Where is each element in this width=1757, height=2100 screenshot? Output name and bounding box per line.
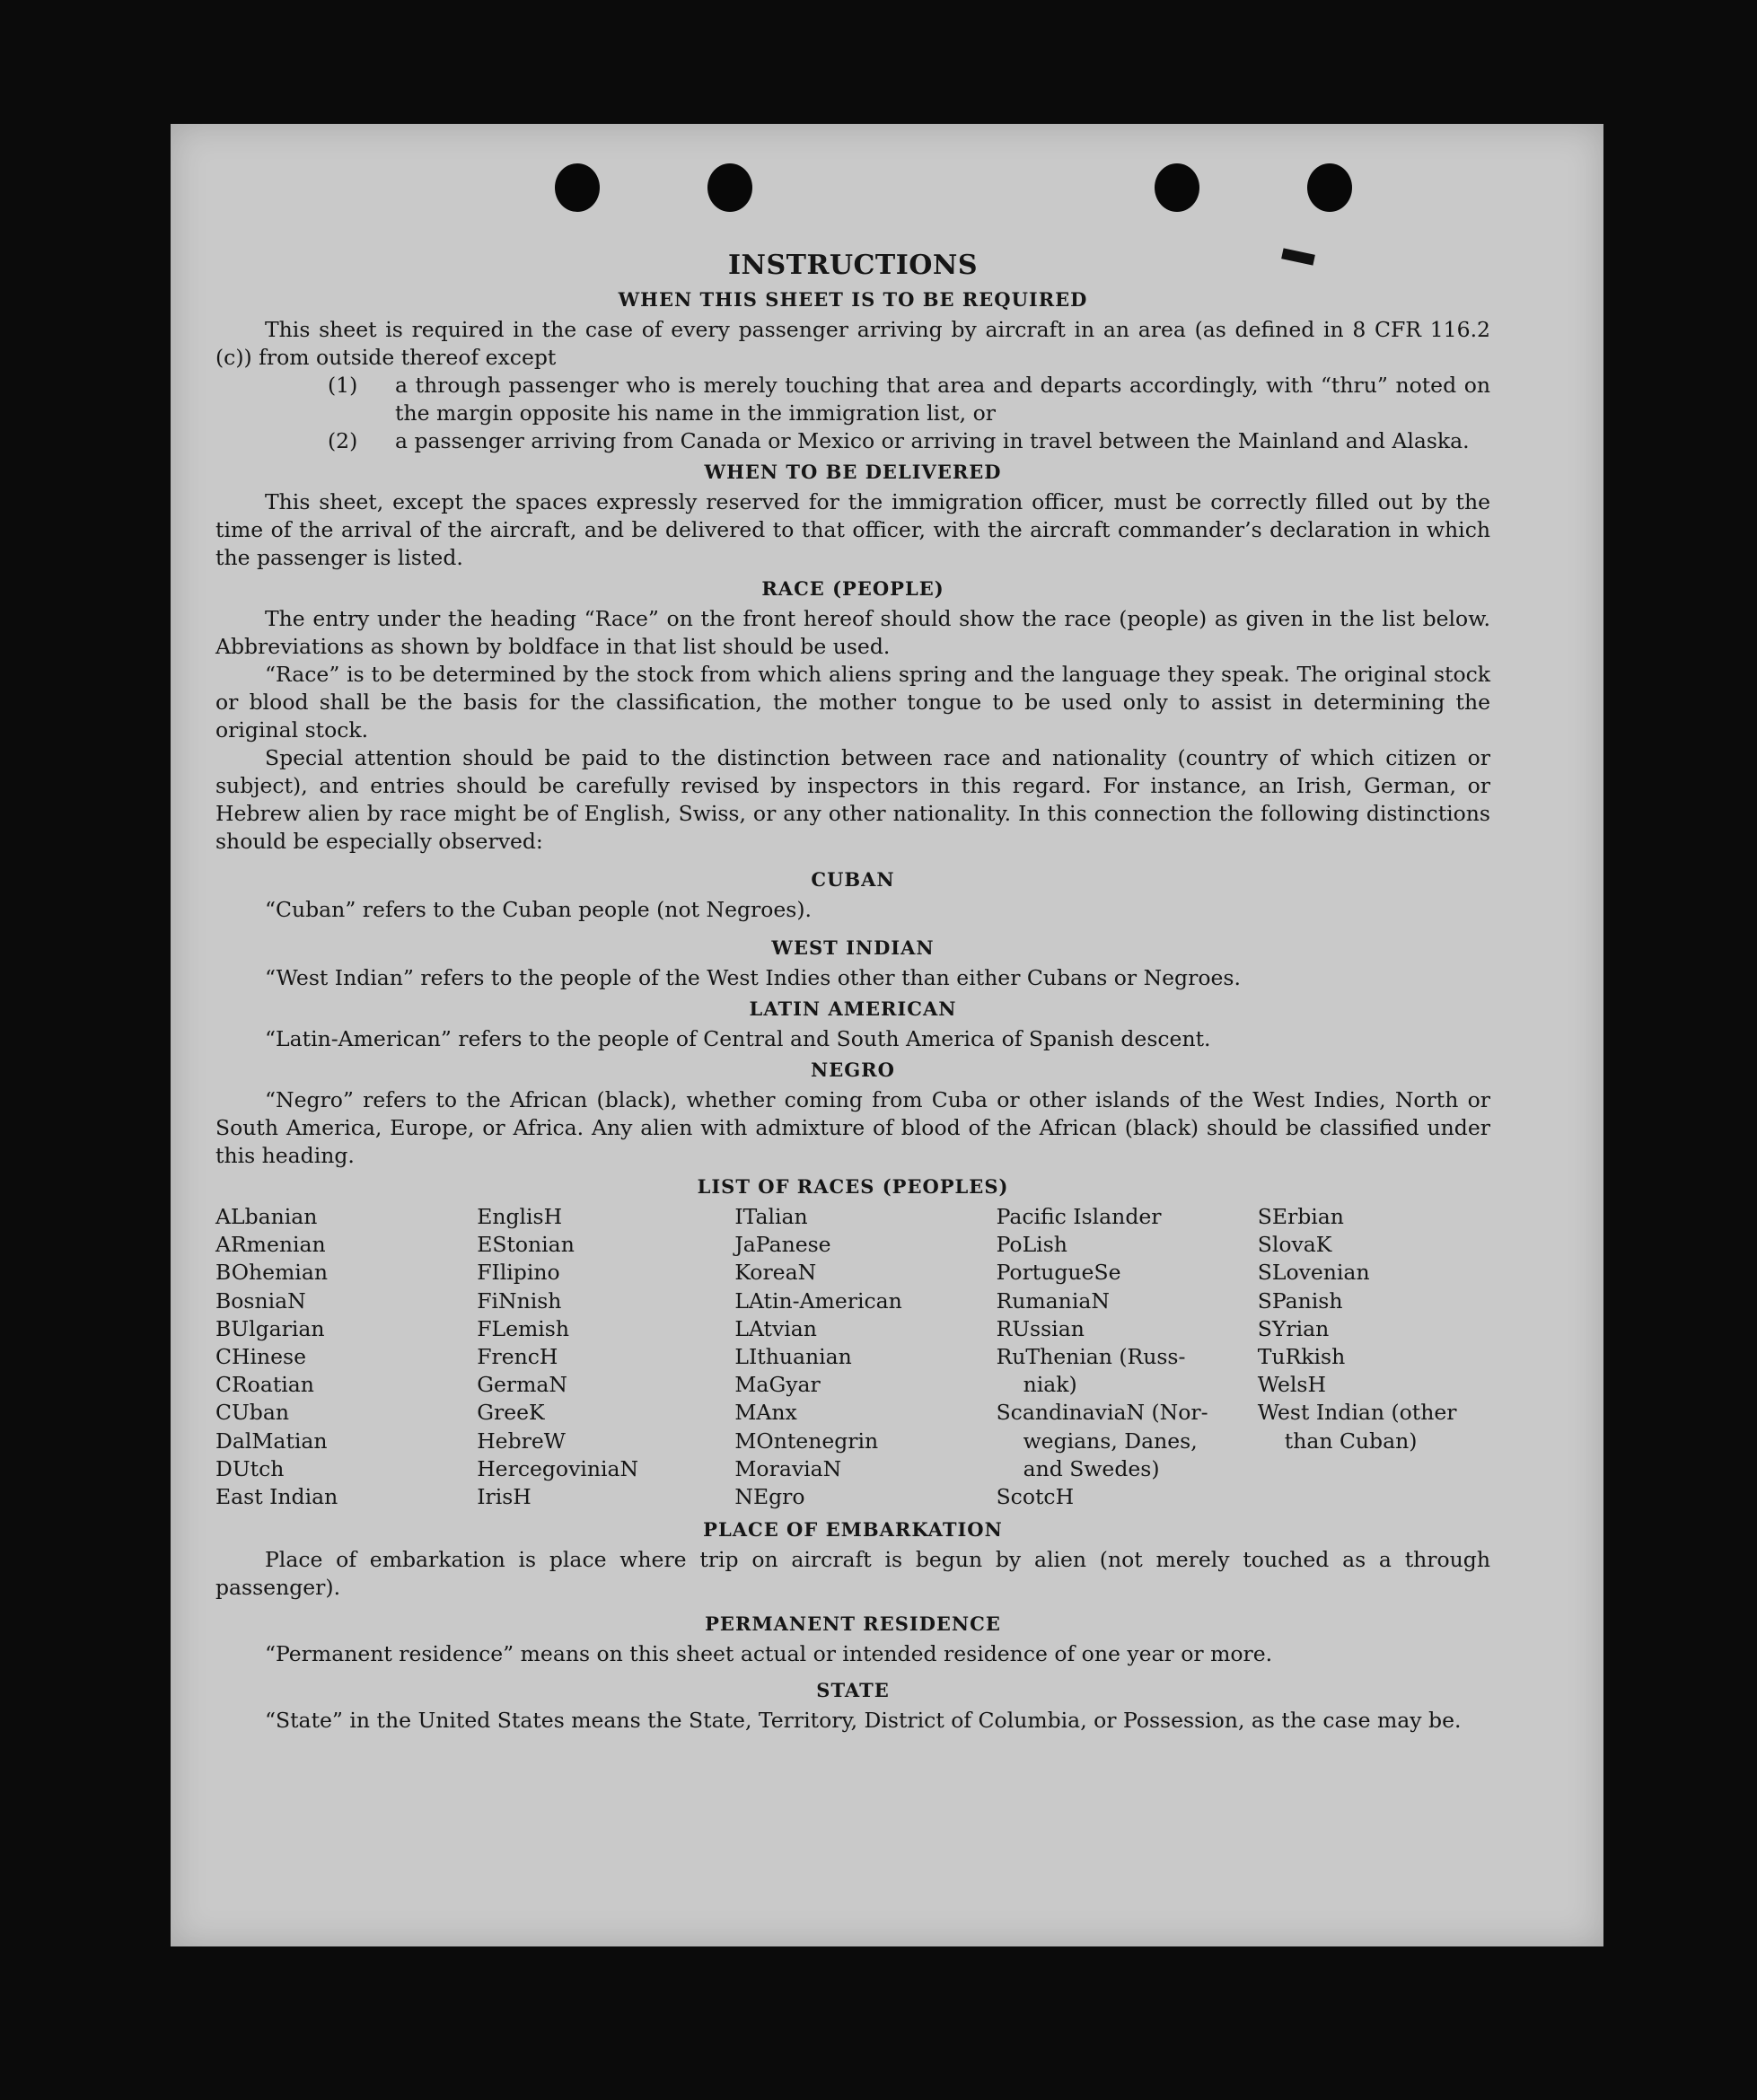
races-column [477, 1203, 734, 1511]
exception-text: a through passenger who is merely touching that area and departs accordingly, with “thru” noted on the margin opposite his name in the immigration list, or [395, 373, 1490, 426]
races-column [734, 1203, 996, 1511]
race-entry: IrisH [477, 1483, 531, 1509]
when-delivered-heading: WHEN TO BE DELIVERED [704, 461, 1002, 483]
race-entry: SLovenian [1257, 1260, 1370, 1286]
punch-hole [555, 163, 600, 212]
race-entry-continued: wegians, Danes, [1023, 1428, 1198, 1454]
punch-hole [1307, 163, 1352, 212]
races-column [1258, 1203, 1490, 1511]
race-entry: RUssian [996, 1315, 1085, 1341]
negro-text: “Negro” refers to the African (black), whether coming from Cuba or other islands of the West Indies, North or South America, Europe, or Africa. Any alien with admixture of blood of the African (black) should be classified under this heading. [215, 1087, 1490, 1168]
race-entry: ITalian [734, 1204, 808, 1229]
residence-heading: PERMANENT RESIDENCE [705, 1612, 1001, 1636]
cuban-heading: CUBAN [811, 868, 895, 891]
race-entry: BosniaN [215, 1287, 306, 1314]
race-entry: ScotcH [996, 1483, 1075, 1509]
race-entry-continued: and Swedes) [1023, 1455, 1160, 1481]
exception-number: (1) [328, 373, 358, 398]
west-indian-heading: WEST INDIAN [771, 936, 935, 959]
race-entry: GreeK [477, 1400, 545, 1426]
latin-american-text: “Latin-American” refers to the people of Central and South America of Spanish descent. [265, 1026, 1211, 1051]
negro-heading: NEGRO [811, 1059, 895, 1081]
race-entry: CUban [215, 1400, 289, 1426]
race-entry: West Indian (other [1257, 1400, 1457, 1426]
when-required-heading: WHEN THIS SHEET IS TO BE REQUIRED [618, 288, 1088, 311]
race-paragraph: Special attention should be paid to the distinction between race and nationality (country of which citizen or subject), and entries should be carefully revised by inspectors in this regard. For instance, an Irish, German, or Hebrew alien by race might be of English, Swiss, or any other nationality. In this connection the following distinctions should be especially observed: [215, 745, 1490, 854]
exception-text: a passenger arriving from Canada or Mexico or arriving in travel between the Mainland and Alaska. [395, 428, 1470, 453]
race-entry-continued: than Cuban) [1284, 1428, 1418, 1454]
state-heading: STATE [816, 1679, 890, 1702]
race-entry: MOntenegrin [734, 1428, 879, 1454]
race-entry: DUtch [215, 1455, 285, 1481]
race-entry: MAnx [734, 1400, 797, 1426]
race-entry: HercegoviniaN [477, 1455, 639, 1481]
race-entry: EnglisH [477, 1204, 563, 1229]
instruction-sheet [171, 124, 1603, 1946]
race-entry: GermaN [477, 1372, 567, 1398]
race-entry: SPanish [1257, 1287, 1343, 1314]
embarkation-text: Place of embarkation is place where trip on aircraft is begun by alien (not merely touched as a through passenger). [215, 1547, 1490, 1601]
race-entry: ARmenian [215, 1232, 326, 1258]
race-entry: ScandinaviaN (Nor- [996, 1400, 1208, 1426]
race-entry: FiNnish [477, 1287, 562, 1314]
race-entry: TuRkish [1257, 1343, 1346, 1369]
race-entry: CHinese [215, 1343, 306, 1369]
latin-american-heading: LATIN AMERICAN [749, 997, 957, 1020]
instructions-content [215, 250, 1490, 1735]
page-title: INSTRUCTIONS [728, 250, 978, 281]
race-entry: LAtin-American [734, 1287, 902, 1314]
race-entry: FrencH [477, 1343, 558, 1369]
race-entry: LIthuanian [734, 1343, 852, 1369]
race-entry: FIlipino [477, 1260, 560, 1286]
race-entry: DalMatian [215, 1428, 328, 1454]
race-entry: SYrian [1257, 1315, 1330, 1341]
exception-item [215, 427, 1490, 455]
when-delivered-text: This sheet, except the spaces expressly reserved for the immigration officer, must be correctly filled out by the time of the arrival of the aircraft, and be delivered to that officer, with the aircraft commander’s declaration in which the passenger is listed. [215, 489, 1490, 570]
exception-item [215, 372, 1490, 427]
when-required-intro: This sheet is required in the case of every passenger arriving by aircraft in an area (as defined in 8 CFR 116.2 (c)) from outside thereof except [215, 317, 1490, 370]
race-entry: HebreW [477, 1428, 566, 1454]
race-paragraph: “Race” is to be determined by the stock from which aliens spring and the language they speak. The original stock or blood shall be the basis for the classification, the mother tongue to be used only to assist in determining the original stock. [215, 662, 1490, 742]
race-entry: CRoatian [215, 1372, 314, 1398]
race-entry: BOhemian [215, 1260, 328, 1286]
residence-text: “Permanent residence” means on this sheet actual or intended residence of one year or more. [265, 1641, 1273, 1667]
race-entry: PortugueSe [996, 1260, 1121, 1286]
race-heading: RACE (PEOPLE) [761, 577, 944, 600]
race-entry: LAtvian [734, 1315, 817, 1341]
races-column [997, 1203, 1258, 1511]
race-entry: MaGyar [734, 1372, 821, 1398]
race-entry: East Indian [215, 1483, 338, 1509]
list-of-races-heading: LIST OF RACES (PEOPLES) [697, 1175, 1009, 1198]
race-entry-continued: niak) [1023, 1372, 1077, 1398]
race-entry: BUlgarian [215, 1315, 325, 1341]
races-list [215, 1203, 1490, 1511]
west-indian-text: “West Indian” refers to the people of the West Indies other than either Cubans or Negroes. [265, 965, 1241, 990]
race-entry: FLemish [477, 1315, 569, 1341]
race-entry: Pacific Islander [996, 1204, 1162, 1229]
punch-hole [707, 163, 752, 212]
race-entry: SlovaK [1257, 1232, 1332, 1258]
cuban-text: “Cuban” refers to the Cuban people (not Negroes). [265, 897, 813, 922]
race-entry: NEgro [734, 1483, 805, 1509]
race-paragraph: The entry under the heading “Race” on the front hereof should show the race (people) as given in the list below. Abbreviations as shown by boldface in that list should be used. [215, 606, 1490, 659]
race-entry: WelsH [1257, 1372, 1326, 1398]
race-entry: MoraviaN [734, 1455, 842, 1481]
embarkation-heading: PLACE OF EMBARKATION [703, 1518, 1003, 1542]
exception-number: (2) [328, 428, 358, 453]
race-entry: RumaniaN [996, 1287, 1110, 1314]
race-entry: SErbian [1257, 1204, 1344, 1229]
race-entry: ALbanian [215, 1204, 318, 1229]
state-text: “State” in the United States means the State, Territory, District of Columbia, or Possession, as the case may be. [265, 1708, 1462, 1734]
races-column [215, 1203, 477, 1511]
race-entry: KoreaN [734, 1260, 817, 1286]
race-entry: PoLish [996, 1232, 1067, 1258]
race-entry: EStonian [477, 1232, 575, 1258]
race-entry: JaPanese [734, 1232, 831, 1258]
race-entry: RuThenian (Russ- [996, 1343, 1186, 1369]
punch-hole [1155, 163, 1199, 212]
